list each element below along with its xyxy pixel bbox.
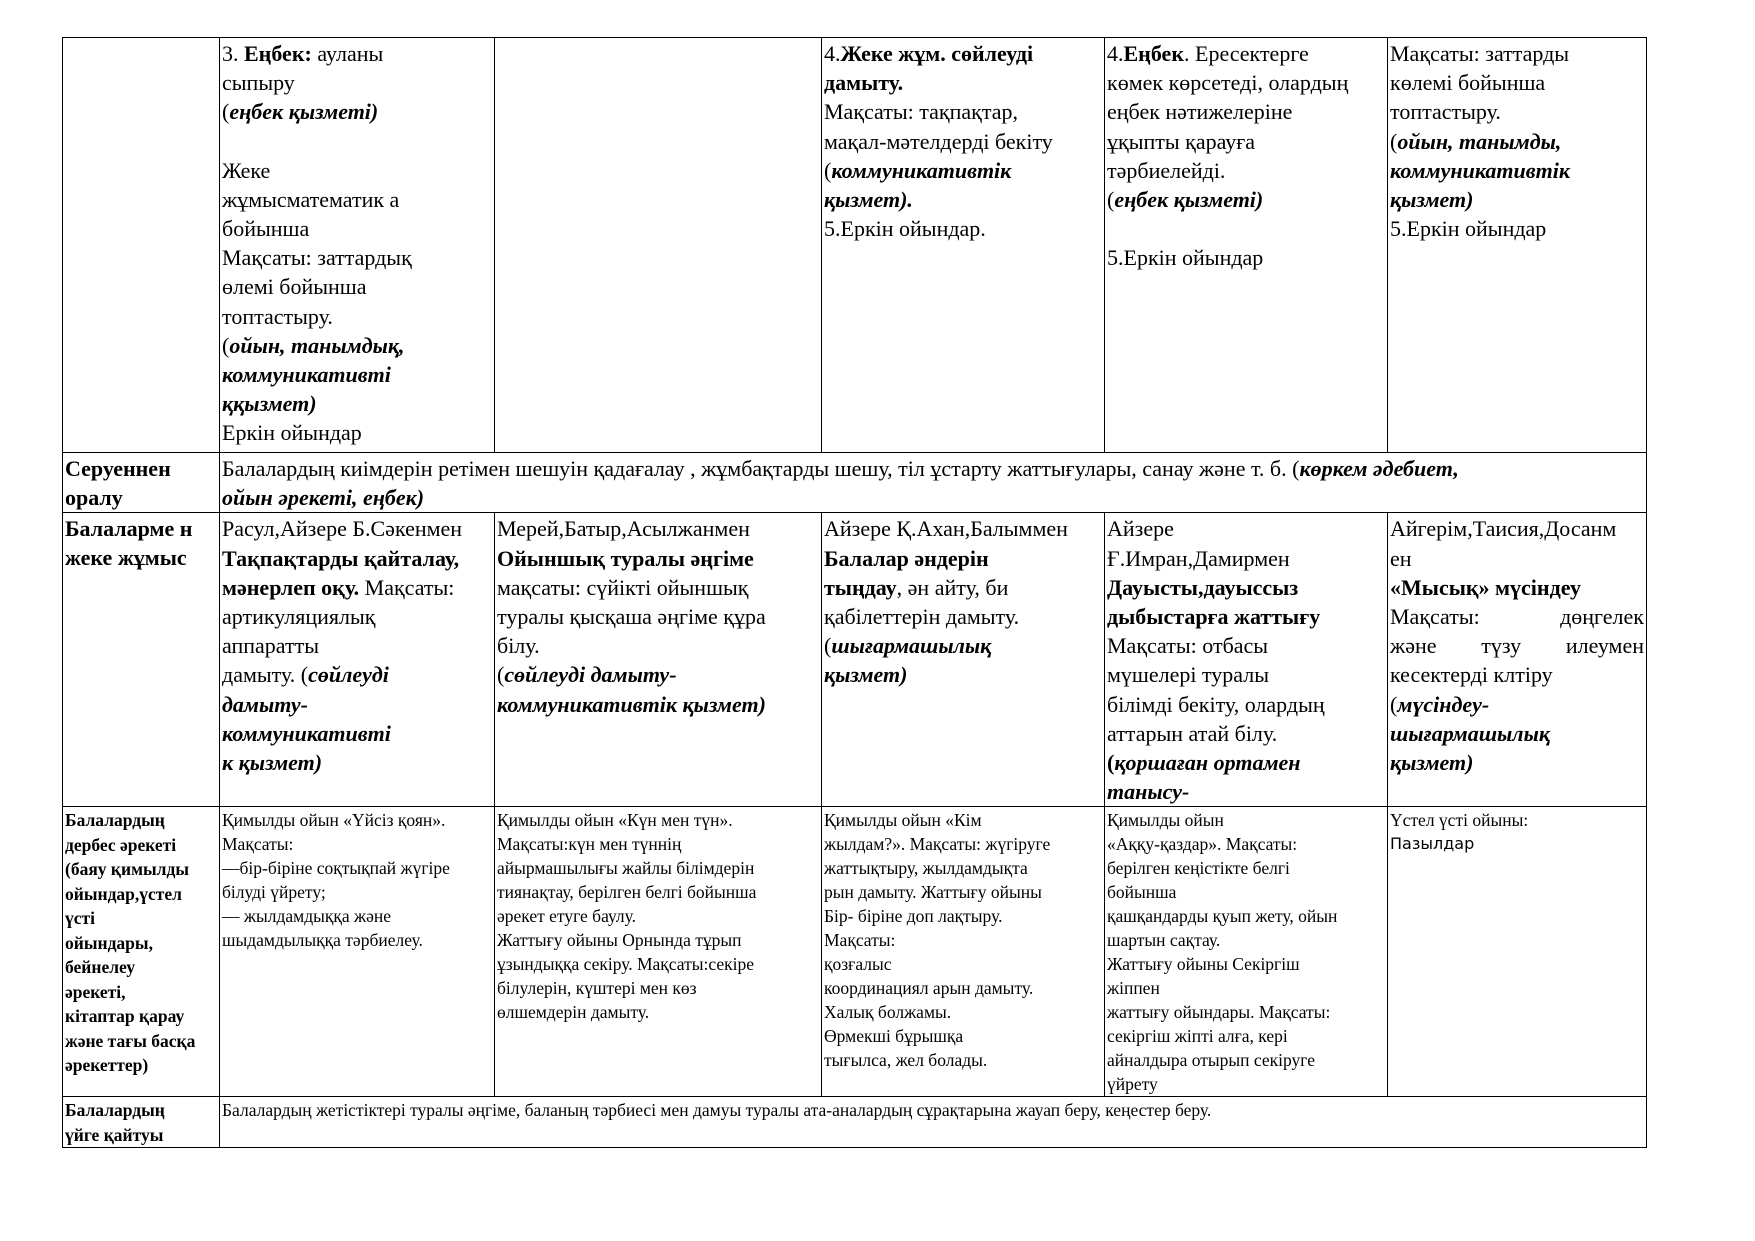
cell-walk-return: Балалардың киімдерін ретімен шешуін қадағалау , жұмбақтарды шешу, тіл ұстарту жаттығулары, санау және т. б. (көркем әдебиет, ойын әрекеті, еңбек)	[220, 453, 1647, 513]
cell-r3-c3: Айзере Қ.Ахан,Балыммен Балалар әндерін тыңдау, ән айту, би қабілеттерін дамыту. (шығармашылық қызмет)	[822, 513, 1105, 807]
cell-r1-c1: 3. Еңбек: ауланы сыпыру (еңбек қызметі) Жеке жұмысматематик а бойынша Мақсаты: заттардық өлемі бойынша топтастыру. (ойын, танымдық, коммуникативті ққызмет) Еркін ойындар	[220, 38, 495, 453]
cell-r1-c4: 4.Еңбек. Ересектерге көмек көрсетеді, олардың еңбек нәтижелеріне ұқыпты қарауға тәрбиелейді. (еңбек қызметі) 5.Еркін ойындар	[1105, 38, 1388, 453]
cell-r4-c4: Қимылды ойын «Аққу-қаздар». Мақсаты: берілген кеңістікте белгі бойынша қашқандарды қуып жету, ойын шартын сақтау. Жаттығу ойыны Секіргіш жіппен жаттығу ойындары. Мақсаты: секіргіш жіпті алға, кері айналдыра отырып секіруге үйрету	[1105, 807, 1388, 1097]
cell-r1-c2	[495, 38, 822, 453]
table-row	[63, 1097, 1647, 1148]
table-row	[63, 38, 1647, 453]
cell-r3-c4: Айзере Ғ.Имран,Дамирмен Дауысты,дауыссыз дыбыстарға жаттығу Мақсаты: отбасы мүшелері туралы білімді бекіту, олардың аттарын атай білу. (қоршаған ортамен танысу-	[1105, 513, 1388, 807]
table-row	[63, 807, 1647, 1097]
cell-r1-c3: 4.Жеке жұм. сөйлеуді дамыту. Мақсаты: тақпақтар, мақал-мәтелдерді бекіту (коммуникативтік қызмет). 5.Еркін ойындар.	[822, 38, 1105, 453]
schedule-table	[62, 37, 1647, 1148]
cell-r3-c1: Расул,Айзере Б.Сәкенмен Тақпақтарды қайталау, мәнерлеп оқу. Мақсаты: артикуляциялық аппаратты дамыту. (сөйлеуді дамыту- коммуникативті к қызмет)	[220, 513, 495, 807]
table-row	[63, 453, 1647, 513]
table-row	[63, 513, 1647, 807]
cell-r4-c5: Үстел үсті ойыны: Пазылдар	[1388, 807, 1647, 1097]
row-label-going-home: Балалардың үйге қайтуы	[63, 1097, 220, 1148]
cell-r1-c5: Мақсаты: заттарды көлемі бойынша топтастыру. (ойын, танымды, коммуникативтік қызмет) 5.Еркін ойындар	[1388, 38, 1647, 453]
cell-going-home: Балалардың жетістіктері туралы әңгіме, баланың тәрбиесі мен дамуы туралы ата-аналардың сұрақтарына жауап беру, кеңестер беру.	[220, 1097, 1647, 1148]
cell-r3-c2: Мерей,Батыр,Асылжанмен Ойыншық туралы әңгіме мақсаты: сүйікті ойыншық туралы қысқаша әңгіме құра білу. (сөйлеуді дамыту- коммуникативтік қызмет)	[495, 513, 822, 807]
row-label-individual-work: Балаларме н жеке жұмыс	[63, 513, 220, 807]
row-label-walk-return: Серуеннен оралу	[63, 453, 220, 513]
row-label-independent-activity: Балалардың дербес әрекеті (баяу қимылды ойындар,үстел үсті ойындары, бейнелеу әрекеті, кітаптар қарау және тағы басқа әрекеттер)	[63, 807, 220, 1097]
cell-r4-c2: Қимылды ойын «Күн мен түн». Мақсаты:күн мен түннің айырмашылығы жайлы білімдерін тиянақтау, берілген белгі бойынша әрекет етуге баулу. Жаттығу ойыны Орнында тұрып ұзындыққа секіру. Мақсаты:секіре білулерін, күштері мен көз өлшемдерін дамыту.	[495, 807, 822, 1097]
cell-r4-c3: Қимылды ойын «Кім жылдам?». Мақсаты: жүгіруге жаттықтыру, жылдамдықта рын дамыту. Жаттығу ойыны Бір- біріне доп лақтыру. Мақсаты: қозғалыс координациял арын дамыту. Халық болжамы. Өрмекші бұрышқа тығылса, жел болады.	[822, 807, 1105, 1097]
row-label-empty	[63, 38, 220, 453]
cell-r4-c1: Қимылды ойын «Үйсіз қоян». Мақсаты: —бір-біріне соқтықпай жүгіре білуді үйрету; — жылдамдыққа және шыдамдылыққа тәрбиелеу.	[220, 807, 495, 1097]
cell-r3-c5: Айгерім,Таисия,Досанм ен «Мысық» мүсіндеу Мақсаты: дөңгелек және түзу илеумен кесектерді клтіру (мүсіндеу- шығармашылық қызмет)	[1388, 513, 1647, 807]
